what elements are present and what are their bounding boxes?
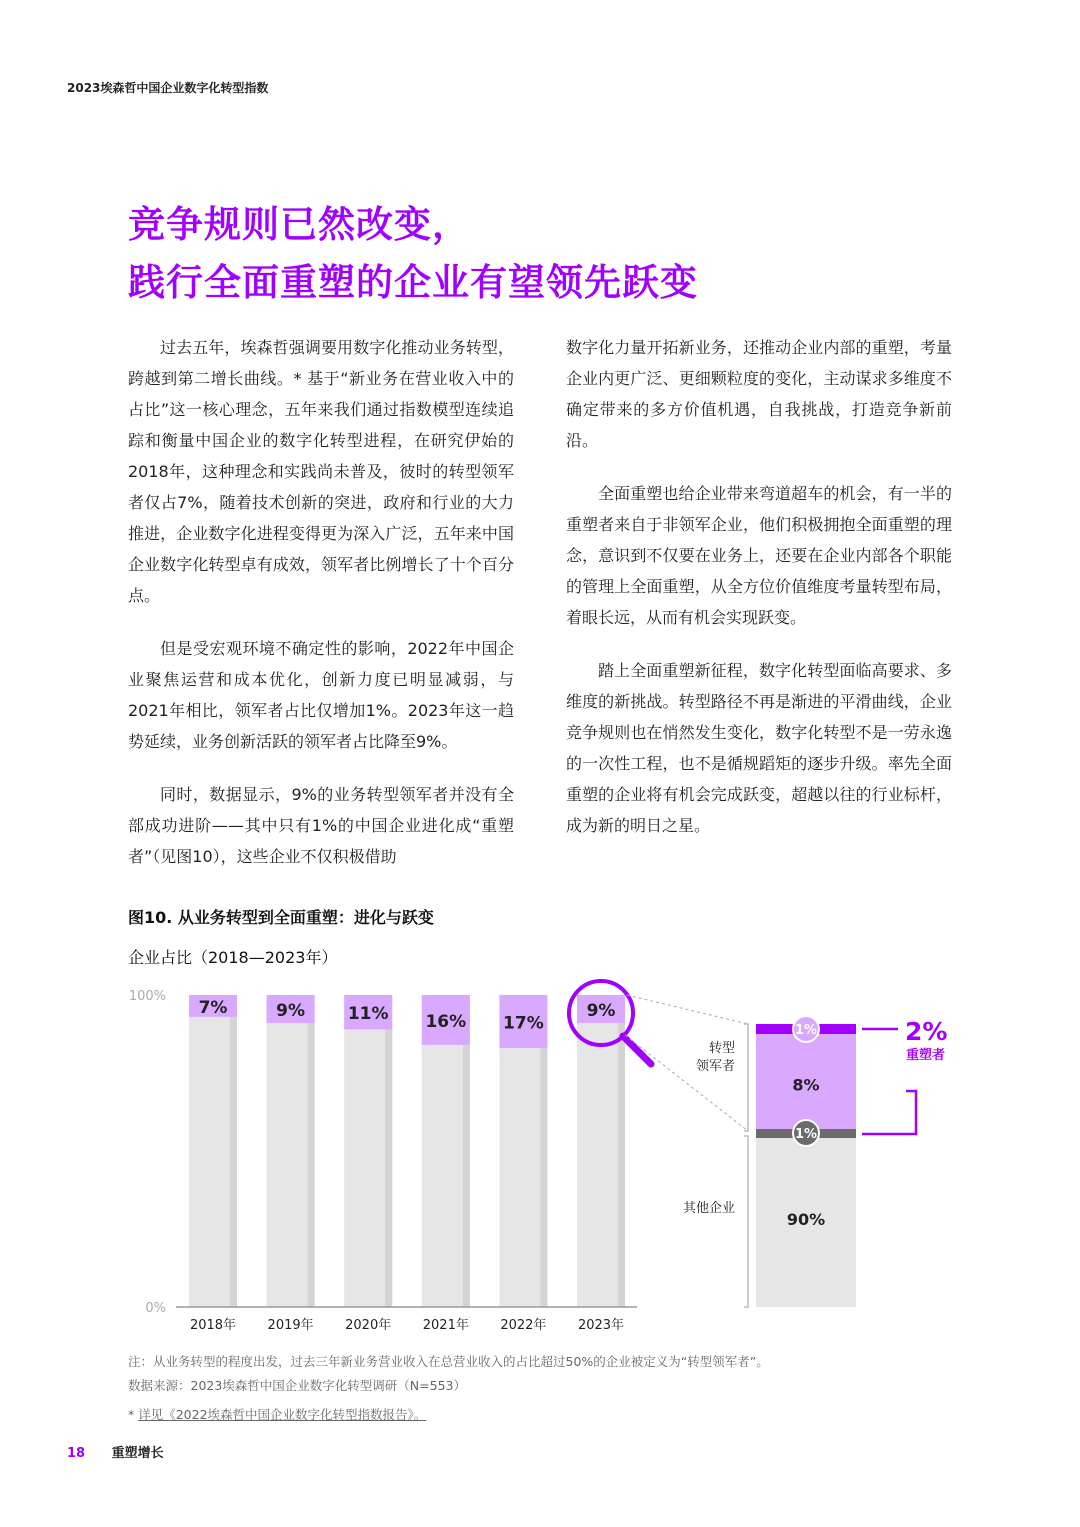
bar-other (344, 995, 392, 1307)
paragraph: 过去五年，埃森哲强调要用数字化推动业务转型，跨越到第二增长曲线。* 基于“新业务在营业收入中的占比”这一核心理念，五年来我们通过指数模型连续追踪和衡量中国企业的数字化转型进程，在研究伊始的2018年，这种理念和实践尚未普及，彼时的转型领军者仅占7%，随着技术创新的突进，政府和行业的大力推进，企业数字化进程变得更为深入广泛，五年来中国企业数字化转型卓有成效，领军者比例增长了十个百分点。 (128, 338, 514, 605)
bar-shadow (308, 995, 315, 1307)
segment-label: 1% (794, 1127, 818, 1142)
group-label: 转型 (708, 1041, 735, 1056)
page-footer (67, 1442, 164, 1461)
connector-line (627, 995, 748, 1024)
figure-subtitle: 企业占比（2018—2023年） (128, 948, 338, 967)
paragraph: 同时，数据显示，9%的业务转型领军者并没有全部成功进阶——其中只有1%的中国企业进化成“重塑者”（见图10），这些企业不仅积极借助 (128, 785, 514, 866)
data-source: 数据来源：2023埃森哲中国企业数字化转型调研（N=553） (128, 1378, 466, 1393)
bar-data-label: 9% (586, 1001, 616, 1022)
segment-label: 8% (792, 1075, 820, 1095)
bar-data-label: 17% (503, 1013, 544, 1034)
page-number: 18 (67, 1446, 86, 1461)
segment-label: 1% (794, 1023, 818, 1038)
x-tick-label: 2022年 (500, 1318, 547, 1333)
bar-other (189, 995, 237, 1307)
bar-data-label: 9% (276, 1001, 306, 1022)
footnote-link[interactable]: 详见《2022埃森哲中国企业数字化转型指数报告》。 (138, 1407, 427, 1422)
bar-data-label: 16% (425, 1011, 467, 1032)
group-label: 领军者 (695, 1059, 735, 1074)
bar-other (267, 995, 315, 1307)
bracket (744, 1024, 748, 1131)
report-header: 2023埃森哲中国企业数字化转型指数 (67, 81, 269, 95)
title-line-1: 竞争规则已然改变， (128, 203, 470, 246)
paragraph: 数字化力量开拓新业务，还推动企业内部的重塑，考量企业内更广泛、更细颗粒度的变化，主动谋求多维度不确定带来的多方价值机遇，自我挑战，打造竞争新前沿。 (566, 338, 952, 450)
x-tick-label: 2019年 (267, 1318, 314, 1333)
bar-data-label: 7% (198, 997, 228, 1018)
y-tick-label: 100% (128, 989, 166, 1004)
x-tick-label: 2018年 (189, 1318, 237, 1333)
footnote (128, 1405, 426, 1423)
paragraph: 踏上全面重塑新征程，数字化转型面临高要求、多维度的新挑战。转型路径不再是渐进的平滑曲线，企业竞争规则也在悄然发生变化，数字化转型不是一劳永逸的一次性工程，也不是循规蹈矩的逐步升级。率先全面重塑的企业将有机会完成跃变，超越以往的行业标杆，成为新的明日之星。 (566, 661, 952, 835)
paragraph: 全面重塑也给企业带来弯道超车的机会，有一半的重塑者来自于非领军企业，他们积极拥抱全面重塑的理念，意识到不仅要在业务上，还要在企业内部各个职能的管理上全面重塑，从全方位价值维度考量转型布局，着眼长远，从而有机会实现跃变。 (566, 484, 952, 627)
x-tick-label: 2020年 (345, 1318, 392, 1333)
figure-title: 图10. 从业务转型到全面重塑：进化与跃变 (128, 908, 434, 927)
reinventor-value: 2% (905, 1017, 948, 1046)
title-line-2: 践行全面重塑的企业有望领先跃变 (128, 261, 698, 304)
magnifier-handle (623, 1036, 651, 1064)
segment-label: 90% (786, 1210, 826, 1229)
footnote-mark: * (128, 1407, 139, 1422)
reinventor-label: 重塑者 (906, 1048, 946, 1063)
y-tick-label: 0% (145, 1301, 166, 1316)
bar-shadow (230, 995, 237, 1307)
reinventor-bracket (862, 1091, 916, 1134)
paragraph: 但是受宏观环境不确定性的影响，2022年中国企业聚焦运营和成本优化，创新力度已明显减弱，与2021年相比，领军者占比仅增加1%。2023年这一趋势延续，业务创新活跃的领军者占比降至9%。 (128, 639, 514, 751)
group-label: 其他企业 (682, 1201, 735, 1216)
chart-note: 注：从业务转型的程度出发，过去三年新业务营业收入在总营业收入的占比超过50%的企业被定义为“转型领军者”。 (128, 1354, 769, 1369)
x-tick-label: 2021年 (422, 1318, 469, 1333)
section-name: 重塑增长 (111, 1446, 164, 1461)
bar-shadow (385, 995, 392, 1307)
bar-data-label: 11% (347, 1004, 389, 1025)
bracket (744, 1136, 748, 1307)
x-tick-label: 2023年 (577, 1318, 625, 1333)
